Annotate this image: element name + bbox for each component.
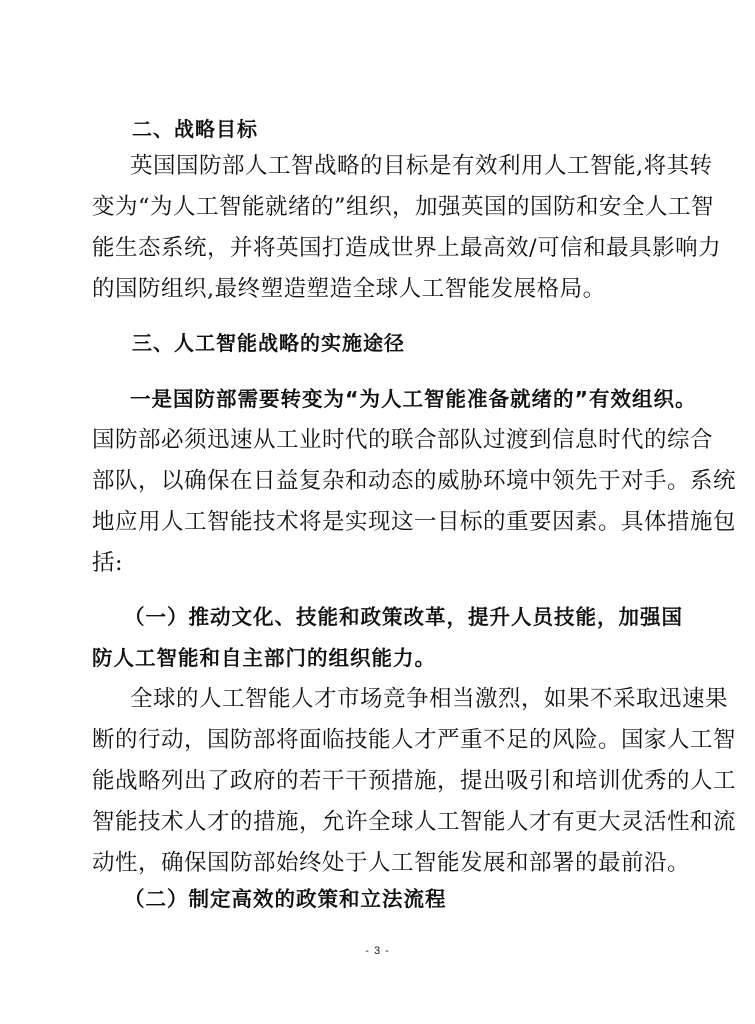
paragraph-line: 断的行动，国防部将面临技能人才严重不足的风险。国家人工智 bbox=[92, 727, 737, 753]
paragraph-line: 全球的人工智能人才市场竞争相当激烈，如果不采取迅速果 bbox=[130, 686, 729, 712]
section-heading-strategic-goals: 二、战略目标 bbox=[132, 117, 258, 141]
subheading-item-1: （一）推动文化、技能和政策改革，提升人员技能，加强国 bbox=[124, 605, 683, 629]
lead-sentence-bold: 一是国防部需要转变为“为人工智能准备就绪的”有效组织。 bbox=[130, 387, 697, 411]
paragraph-line: 地应用人工智能技术将是实现这一目标的重要因素。具体措施包 bbox=[92, 509, 737, 535]
subheading-item-1-continued: 防人工智能和自主部门的组织能力。 bbox=[92, 646, 436, 670]
paragraph-line: 的国防组织,最终塑造塑造全球人工智能发展格局。 bbox=[92, 276, 606, 302]
paragraph-line: 能战略列出了政府的若干干预措施，提出吸引和培训优秀的人工 bbox=[92, 768, 737, 794]
subheading-item-2: （二）制定高效的政策和立法流程 bbox=[124, 887, 447, 911]
section-heading-implementation: 三、人工智能战略的实施途径 bbox=[132, 331, 405, 355]
paragraph-line: 部队，以确保在日益复杂和动态的威胁环境中领先于对手。系统 bbox=[92, 468, 737, 494]
paragraph-line: 英国国防部人工智战略的目标是有效利用人工智能,将其转 bbox=[130, 153, 713, 179]
page-number: - 3 - bbox=[365, 945, 390, 957]
paragraph-line: 能生态系统，并将英国打造成世界上最高效/可信和最具影响力 bbox=[92, 235, 722, 261]
paragraph-line: 动性，确保国防部始终处于人工智能发展和部署的最前沿。 bbox=[92, 850, 691, 876]
paragraph-line: 括: bbox=[92, 550, 124, 576]
paragraph-line: 变为“为人工智能就绪的”组织，加强英国的国防和安全人工智 bbox=[92, 194, 715, 220]
paragraph-line: 智能技术人才的措施，允许全球人工智能人才有更大灵活性和流 bbox=[92, 809, 737, 835]
paragraph-line: 国防部必须迅速从工业时代的联合部队过渡到信息时代的综合 bbox=[92, 427, 714, 453]
